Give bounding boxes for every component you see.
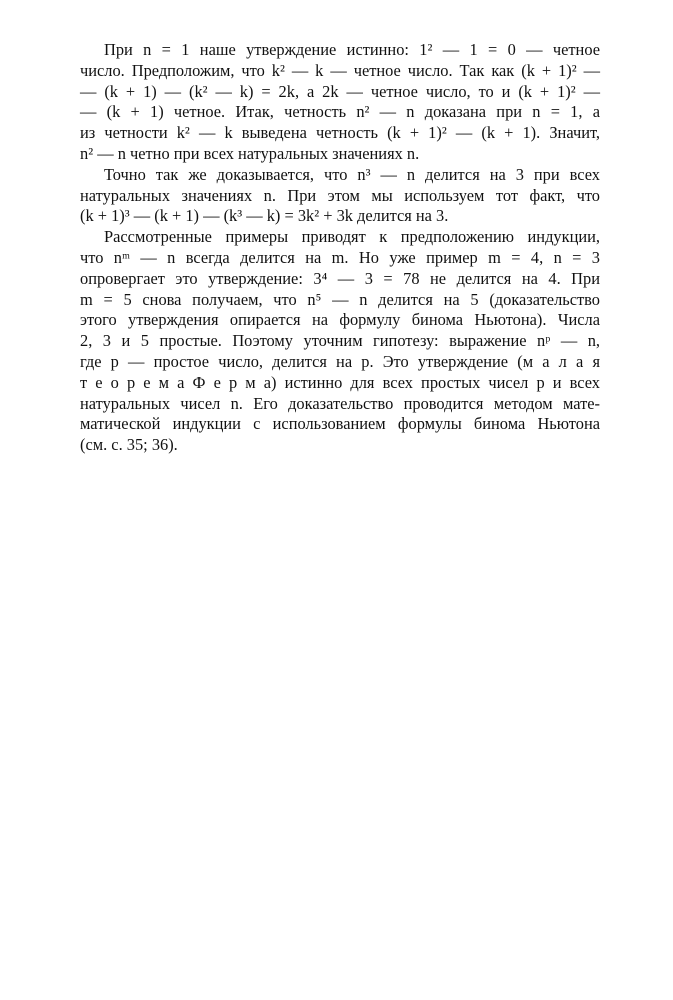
text-line: матической индукции с использованием формулы бинома Ньютона [80, 414, 600, 434]
text-line: Точно так же доказывается, что n³ — n делится на 3 при всех [104, 164, 600, 184]
text-line: m = 5 снова получаем, что n⁵ — n делится на 5 (доказательство [80, 289, 600, 309]
paragraph-1 [80, 40, 600, 165]
text-line: число. Предположим, что k² — k — четное число. Так как (k + 1)² — [80, 60, 600, 80]
paragraph-3 [80, 227, 600, 456]
text-line: где p — простое число, делится на p. Это утверждение (м а л а я [80, 351, 600, 371]
text-line: — (k + 1) — (k² — k) = 2k, а 2k — четное число, то и (k + 1)² — [80, 81, 600, 101]
text-line: 2, 3 и 5 простые. Поэтому уточним гипотезу: выражение nᵖ — n, [80, 331, 600, 351]
text-line: опровергает это утверждение: 3⁴ — 3 = 78 не делится на 4. При [80, 268, 600, 288]
text-line: При n = 1 наше утверждение истинно: 1² — 1 = 0 — четное [104, 40, 600, 59]
text-line: (k + 1)³ — (k + 1) — (k³ — k) = 3k² + 3k делится на 3. [80, 206, 449, 226]
text-line: (см. с. 35; 36). [80, 435, 178, 455]
text-line: из четности k² — k выведена четность (k + 1)² — (k + 1). Значит, [80, 123, 600, 143]
paragraph-2 [80, 165, 600, 227]
text-line: — (k + 1) четное. Итак, четность n² — n доказана при n = 1, а [80, 102, 600, 122]
text-line: Рассмотренные примеры приводят к предположению индукции, [104, 227, 600, 247]
text-line: этого утверждения опирается на формулу бинома Ньютона). Числа [80, 310, 600, 330]
text-line: натуральных чисел n. Его доказательство проводится методом мате- [80, 393, 600, 413]
body-text [80, 40, 600, 456]
text-line: натуральных значениях n. При этом мы используем тот факт, что [80, 185, 600, 205]
text-line: что nᵐ — n всегда делится на m. Но уже пример m = 4, n = 3 [80, 247, 600, 267]
text-line: n² — n четно при всех натуральных значениях n. [80, 143, 420, 163]
text-line: т е о р е м а Ф е р м а) истинно для всех простых чисел p и всех [80, 372, 600, 392]
